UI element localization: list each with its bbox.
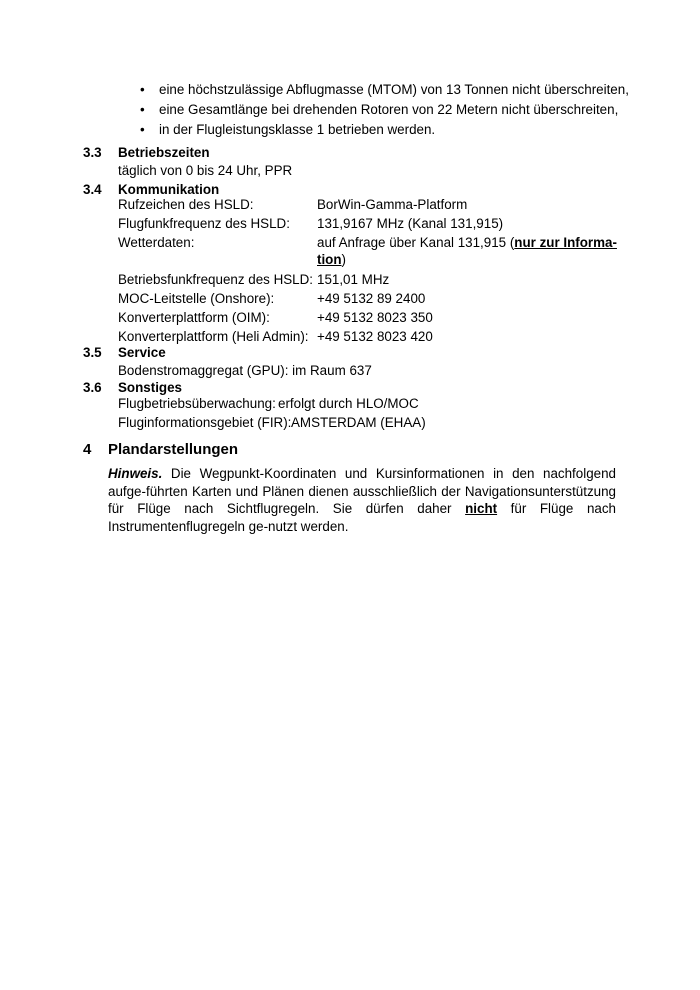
list-item: • in der Flugleistungsklasse 1 betrieben werden.	[140, 122, 436, 137]
bullet-icon: •	[140, 122, 145, 137]
section-text: Bodenstromaggregat (GPU): im Raum 637	[118, 363, 372, 378]
info-row: Betriebsfunkfrequenz des HSLD: 151,01 MHz	[118, 272, 390, 287]
info-row: Flugbetriebsüberwachung: erfolgt durch HLO/MOC	[118, 396, 419, 411]
requirements-list	[136, 81, 636, 141]
section-number: 3.5	[83, 345, 102, 360]
section-number: 3.6	[83, 380, 102, 395]
section-heading: Kommunikation	[118, 182, 220, 197]
section-heading: Service	[118, 345, 166, 360]
section-number: 4	[83, 441, 92, 458]
list-item: • eine höchstzulässige Abflugmasse (MTOM) von 13 Tonnen nicht überschreiten,	[140, 82, 629, 97]
emphasis: nicht	[465, 501, 498, 516]
hint-paragraph: Hinweis. Die Wegpunkt-Koordinaten und Kursinformationen in den nachfolgend aufge-führten Karten und Plänen dienen ausschließlich der Navigationsunterstützung für Flüge nach Sichtflugregeln. Sie dürfen daher nicht für Flüge nach Instrumentenflugregeln ge-nutzt werden.	[108, 466, 616, 534]
section-heading: Plandarstellungen	[108, 441, 239, 458]
bullet-icon: •	[140, 82, 145, 97]
info-row: Konverterplattform (OIM): +49 5132 8023 350	[118, 310, 433, 325]
section-text: täglich von 0 bis 24 Uhr, PPR	[118, 163, 293, 178]
info-row: Konverterplattform (Heli Admin): +49 5132 8023 420	[118, 329, 433, 344]
bullet-icon: •	[140, 102, 145, 117]
info-row: Fluginformationsgebiet (FIR): AMSTERDAM (EHAA)	[118, 415, 426, 430]
section-number: 3.3	[83, 145, 102, 160]
hint-label: Hinweis.	[108, 466, 163, 481]
info-row: Flugfunkfrequenz des HSLD: 131,9167 MHz (Kanal 131,915)	[118, 216, 504, 231]
info-row: Rufzeichen des HSLD: BorWin-Gamma-Platform	[118, 197, 468, 212]
section-number: 3.4	[83, 182, 102, 197]
section-heading: Sonstiges	[118, 380, 182, 395]
info-row: MOC-Leitstelle (Onshore): +49 5132 89 2400	[118, 291, 426, 306]
info-row: Wetterdaten: auf Anfrage über Kanal 131,915 (nur zur Informa-tion)	[118, 235, 617, 267]
list-item: • eine Gesamtlänge bei drehenden Rotoren von 22 Metern nicht überschreiten,	[140, 102, 619, 117]
emphasis: nur zur Informa-tion	[317, 235, 617, 267]
section-heading: Betriebszeiten	[118, 145, 210, 160]
